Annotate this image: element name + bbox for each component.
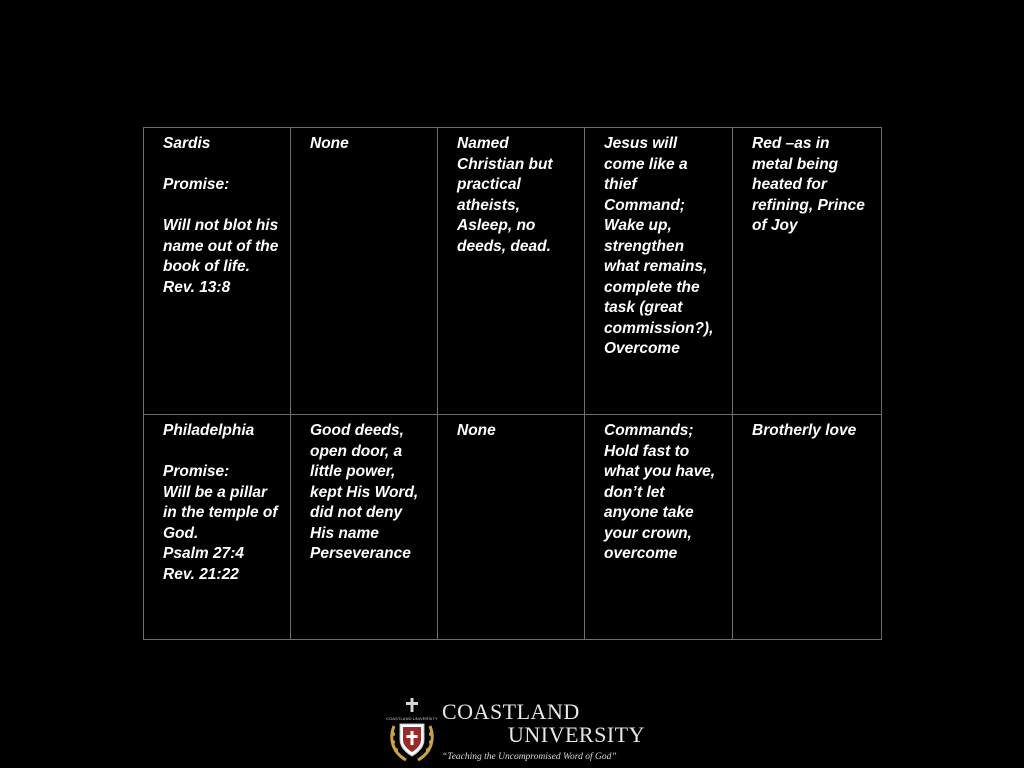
university-crest-icon — [386, 696, 438, 764]
brand-tagline: “Teaching the Uncompromised Word of God” — [442, 752, 617, 762]
cell-philadelphia-commendation: Good deeds, open door, a little power, kept His Word, did not deny His name Perseverance — [291, 415, 438, 640]
churches-table — [143, 127, 882, 640]
brand-name-line1: COASTLAND — [442, 699, 580, 724]
cell-sardis-commendation: None — [291, 128, 438, 415]
cell-philadelphia-church-promise: Philadelphia Promise: Will be a pillar in the temple of God. Psalm 27:4 Rev. 21:22 — [144, 415, 291, 640]
cell-sardis-meaning: Red –as in metal being heated for refining, Prince of Joy — [733, 128, 882, 415]
table-row-sardis — [144, 128, 882, 415]
cell-sardis-command: Jesus will come like a thief Command; Wake up, strengthen what remains, complete the task (great commission?), Overcome — [585, 128, 733, 415]
cell-philadelphia-meaning: Brotherly love — [733, 415, 882, 640]
cell-sardis-criticism: Named Christian but practical atheists, Asleep, no deeds, dead. — [438, 128, 585, 415]
crest-caption: COASTLAND UNIVERSITY — [386, 716, 438, 721]
cell-sardis-church-promise: Sardis Promise: Will not blot his name out of the book of life. Rev. 13:8 — [144, 128, 291, 415]
cell-philadelphia-command: Commands; Hold fast to what you have, don’t let anyone take your crown, overcome — [585, 415, 733, 640]
cell-philadelphia-criticism: None — [438, 415, 585, 640]
table-row-philadelphia — [144, 415, 882, 640]
brand-name-line2: UNIVERSITY — [508, 722, 645, 747]
university-logo — [386, 696, 648, 766]
